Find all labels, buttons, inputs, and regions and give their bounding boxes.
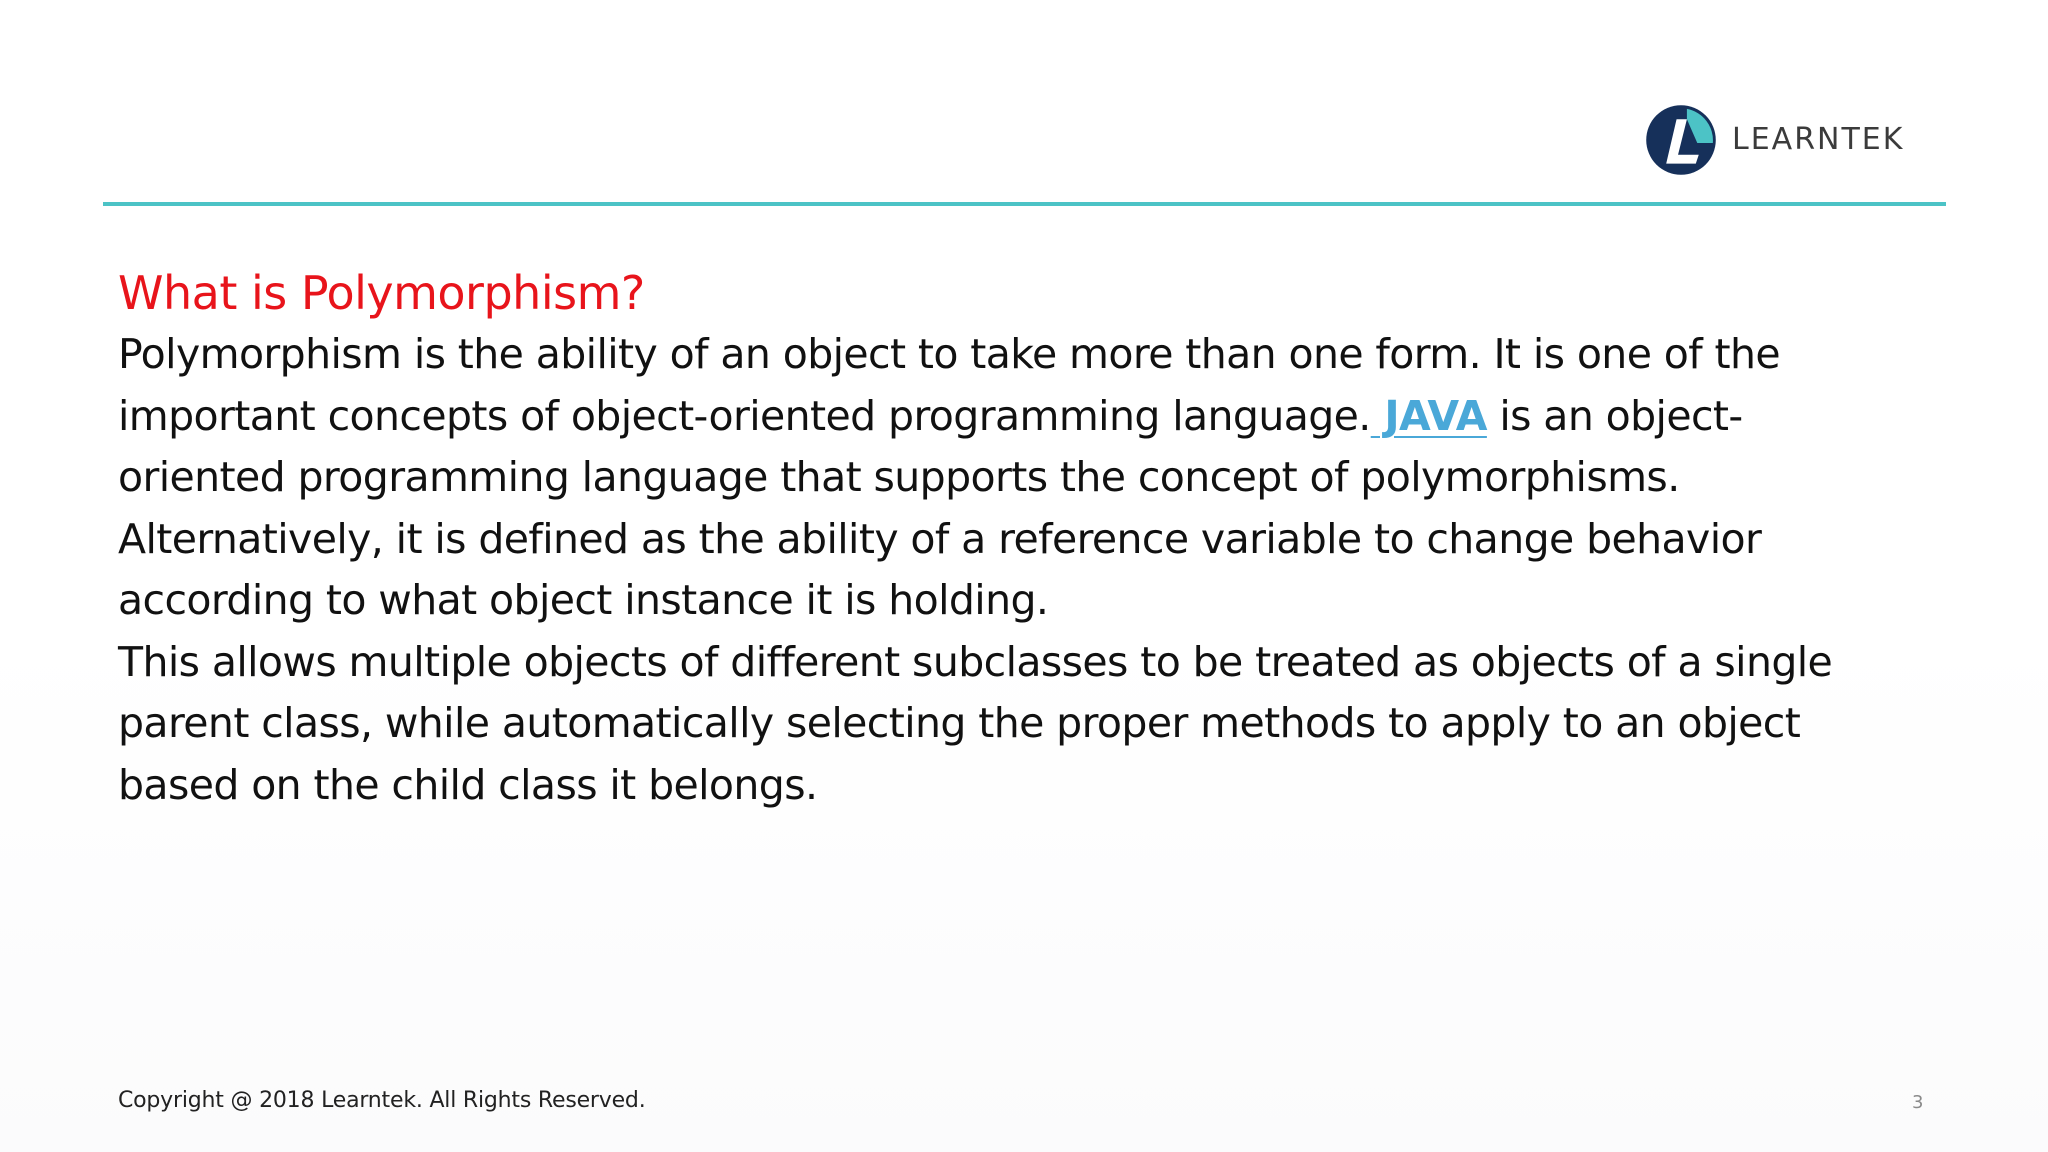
java-link[interactable]: JAVA (1370, 391, 1487, 440)
paragraph-alternative: Alternatively, it is defined as the ability of a reference variable to change behavior according to what object instance it is holding. (118, 514, 1762, 624)
header-divider (103, 202, 1946, 206)
paragraph-definition (118, 324, 1908, 509)
paragraph-definition-continued: is an object-oriented programming language that supports the concept of polymorphisms. (118, 391, 1743, 501)
learntek-logo-icon (1644, 103, 1718, 177)
copyright-footer: Copyright @ 2018 Learntek. All Rights Reserved. (118, 1088, 646, 1113)
slide-body (118, 324, 1908, 816)
slide-content (118, 262, 1908, 816)
paragraph-definition-text: Polymorphism is the ability of an object to take more than one form. It is one of the important concepts of object-oriented programming language. (118, 330, 1780, 440)
page-number: 3 (1912, 1092, 1924, 1113)
paragraph-subclasses: This allows multiple objects of different subclasses to be treated as objects of a single parent class, while automatically selecting the proper methods to apply to an object based on the child class it belongs. (118, 637, 1833, 809)
brand-name: LEARNTEK (1732, 122, 1905, 157)
brand-logo[interactable] (1644, 100, 1904, 180)
slide-title: What is Polymorphism? (118, 266, 645, 320)
